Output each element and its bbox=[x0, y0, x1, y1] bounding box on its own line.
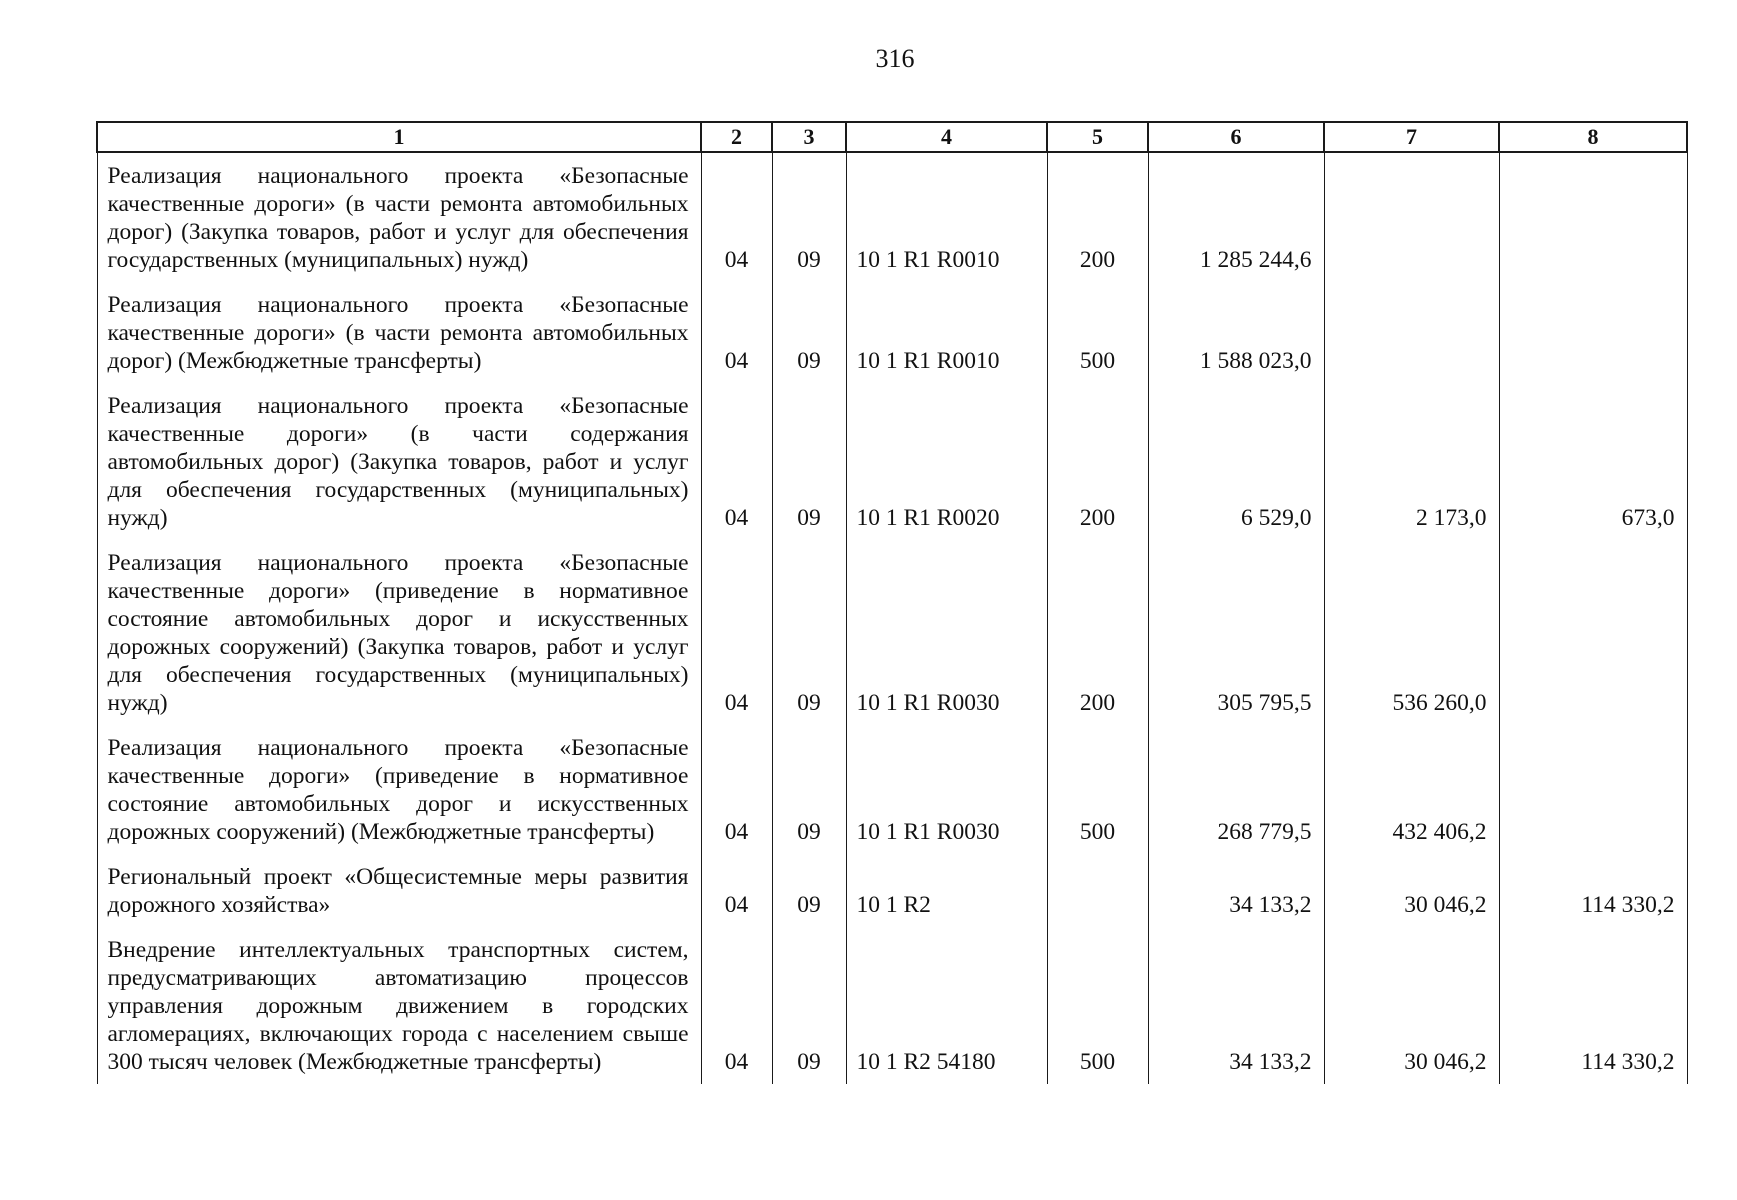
table-row bbox=[97, 152, 1687, 282]
budget-table bbox=[96, 121, 1688, 1084]
row-amount-col7: 432 406,2 bbox=[1324, 725, 1499, 854]
row-subsection: 09 bbox=[772, 282, 846, 383]
row-amount-col8: 673,0 bbox=[1499, 383, 1687, 540]
row-target-article: 10 1 R2 bbox=[846, 854, 1047, 927]
row-target-article: 10 1 R1 R0010 bbox=[846, 282, 1047, 383]
row-description: Реализация национального проекта «Безопасные качественные дороги» (в части ремонта автомобильных дорог) (Межбюджетные трансферты) bbox=[97, 282, 701, 383]
row-target-article: 10 1 R1 R0030 bbox=[846, 725, 1047, 854]
row-section: 04 bbox=[701, 152, 772, 282]
row-description: Реализация национального проекта «Безопасные качественные дороги» (в части содержания автомобильных дорог) (Закупка товаров, работ и услуг для обеспечения государственных (муниципальных) нужд) bbox=[97, 383, 701, 540]
row-section: 04 bbox=[701, 282, 772, 383]
row-subsection: 09 bbox=[772, 927, 846, 1084]
row-description: Региональный проект «Общесистемные меры развития дорожного хозяйства» bbox=[97, 854, 701, 927]
row-amount-col8: 114 330,2 bbox=[1499, 854, 1687, 927]
table-header bbox=[97, 122, 1687, 152]
row-subsection: 09 bbox=[772, 540, 846, 725]
header-cell-4: 4 bbox=[846, 122, 1047, 152]
table-row bbox=[97, 282, 1687, 383]
row-description: Внедрение интеллектуальных транспортных систем, предусматривающих автоматизацию процессов управления дорожным движением в городских агломерациях, включающих города с населением свыше 300 тысяч человек (Межбюджетные трансферты) bbox=[97, 927, 701, 1084]
row-description: Реализация национального проекта «Безопасные качественные дороги» (приведение в нормативное состояние автомобильных дорог и искусственных дорожных сооружений) (Межбюджетные трансферты) bbox=[97, 725, 701, 854]
row-section: 04 bbox=[701, 725, 772, 854]
row-target-article: 10 1 R1 R0030 bbox=[846, 540, 1047, 725]
header-cell-6: 6 bbox=[1148, 122, 1324, 152]
header-row bbox=[97, 122, 1687, 152]
table-row bbox=[97, 540, 1687, 725]
row-amount-col8 bbox=[1499, 540, 1687, 725]
row-target-article: 10 1 R1 R0010 bbox=[846, 152, 1047, 282]
row-amount-col6: 268 779,5 bbox=[1148, 725, 1324, 854]
row-amount-col6: 6 529,0 bbox=[1148, 383, 1324, 540]
row-section: 04 bbox=[701, 540, 772, 725]
table-row bbox=[97, 854, 1687, 927]
row-expense-type: 200 bbox=[1047, 540, 1148, 725]
row-amount-col8 bbox=[1499, 725, 1687, 854]
header-cell-7: 7 bbox=[1324, 122, 1499, 152]
row-amount-col8 bbox=[1499, 152, 1687, 282]
row-section: 04 bbox=[701, 854, 772, 927]
row-description: Реализация национального проекта «Безопасные качественные дороги» (в части ремонта автомобильных дорог) (Закупка товаров, работ и услуг для обеспечения государственных (муниципальных) нужд) bbox=[97, 152, 701, 282]
row-amount-col7: 30 046,2 bbox=[1324, 927, 1499, 1084]
header-cell-5: 5 bbox=[1047, 122, 1148, 152]
row-section: 04 bbox=[701, 927, 772, 1084]
table-row bbox=[97, 725, 1687, 854]
row-subsection: 09 bbox=[772, 152, 846, 282]
row-amount-col6: 1 588 023,0 bbox=[1148, 282, 1324, 383]
row-section: 04 bbox=[701, 383, 772, 540]
row-target-article: 10 1 R2 54180 bbox=[846, 927, 1047, 1084]
row-description: Реализация национального проекта «Безопасные качественные дороги» (приведение в нормативное состояние автомобильных дорог и искусственных дорожных сооружений) (Закупка товаров, работ и услуг для обеспечения государственных (муниципальных) нужд) bbox=[97, 540, 701, 725]
row-expense-type: 200 bbox=[1047, 383, 1148, 540]
header-cell-2: 2 bbox=[701, 122, 772, 152]
header-cell-8: 8 bbox=[1499, 122, 1687, 152]
table-row bbox=[97, 927, 1687, 1084]
row-amount-col6: 1 285 244,6 bbox=[1148, 152, 1324, 282]
row-amount-col7: 536 260,0 bbox=[1324, 540, 1499, 725]
row-target-article: 10 1 R1 R0020 bbox=[846, 383, 1047, 540]
table-row bbox=[97, 383, 1687, 540]
row-amount-col7: 2 173,0 bbox=[1324, 383, 1499, 540]
row-expense-type: 500 bbox=[1047, 282, 1148, 383]
row-amount-col7 bbox=[1324, 152, 1499, 282]
row-subsection: 09 bbox=[772, 383, 846, 540]
row-expense-type bbox=[1047, 854, 1148, 927]
header-cell-1: 1 bbox=[97, 122, 701, 152]
header-cell-3: 3 bbox=[772, 122, 846, 152]
page-number: 316 bbox=[875, 44, 915, 73]
row-amount-col6: 305 795,5 bbox=[1148, 540, 1324, 725]
table-body bbox=[97, 152, 1687, 1084]
row-amount-col6: 34 133,2 bbox=[1148, 854, 1324, 927]
row-subsection: 09 bbox=[772, 725, 846, 854]
row-amount-col8: 114 330,2 bbox=[1499, 927, 1687, 1084]
row-expense-type: 500 bbox=[1047, 725, 1148, 854]
row-amount-col7: 30 046,2 bbox=[1324, 854, 1499, 927]
row-expense-type: 500 bbox=[1047, 927, 1148, 1084]
row-subsection: 09 bbox=[772, 854, 846, 927]
row-amount-col6: 34 133,2 bbox=[1148, 927, 1324, 1084]
row-expense-type: 200 bbox=[1047, 152, 1148, 282]
row-amount-col8 bbox=[1499, 282, 1687, 383]
row-amount-col7 bbox=[1324, 282, 1499, 383]
